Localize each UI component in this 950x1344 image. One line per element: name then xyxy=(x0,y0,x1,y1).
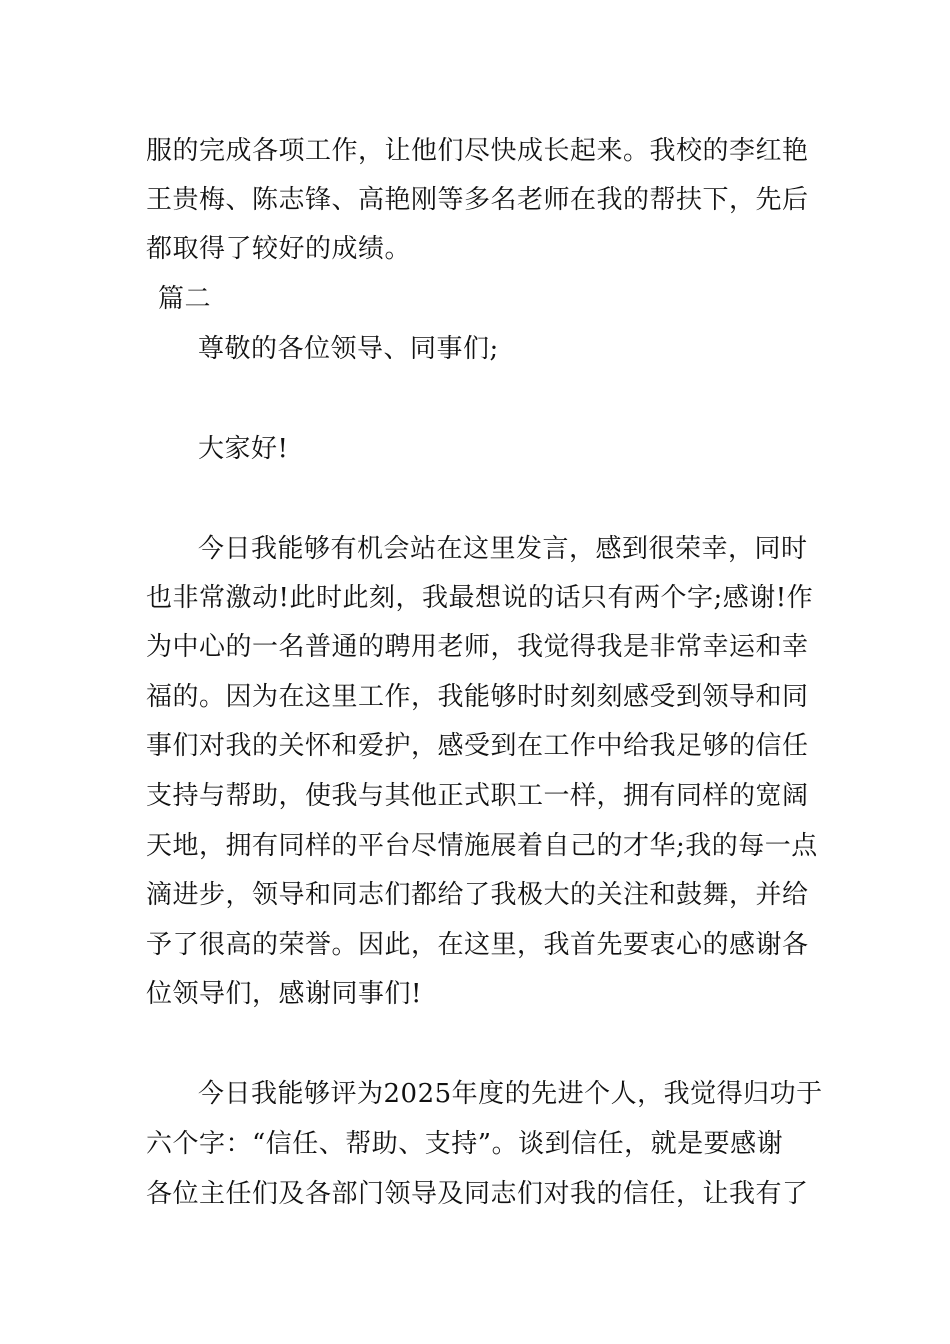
greeting: 大家好! xyxy=(198,434,289,464)
text-line: 今日我能够评为2025年度的先进个人，我觉得归功于 xyxy=(198,1079,823,1109)
section-title: 篇二 xyxy=(158,284,212,314)
salutation: 尊敬的各位领导、同事们; xyxy=(198,334,499,364)
text-line: 为中心的一名普通的聘用老师，我觉得我是非常幸运和幸 xyxy=(146,632,809,662)
text-line: 予了很高的荣誉。因此，在这里，我首先要衷心的感谢各 xyxy=(146,930,809,960)
text-line: 支持与帮助，使我与其他正式职工一样，拥有同样的宽阔 xyxy=(146,781,809,811)
text-line: 服的完成各项工作，让他们尽快成长起来。我校的李红艳 xyxy=(146,136,809,166)
text-line: 六个字：“信任、帮助、支持”。谈到信任，就是要感谢 xyxy=(146,1129,784,1159)
text-line: 事们对我的关怀和爱护，感受到在工作中给我足够的信任 xyxy=(146,731,809,761)
text-line: 滴进步，领导和同志们都给了我极大的关注和鼓舞，并给 xyxy=(146,880,809,910)
text-line: 王贵梅、陈志锋、高艳刚等多名老师在我的帮扶下，先后 xyxy=(146,185,809,215)
text-line: 位领导们，感谢同事们! xyxy=(146,979,422,1009)
text-line: 也非常激动!此时此刻，我最想说的话只有两个字;感谢!作 xyxy=(146,583,814,613)
text-line: 福的。因为在这里工作，我能够时时刻刻感受到领导和同 xyxy=(146,682,809,712)
text-line: 各位主任们及各部门领导及同志们对我的信任，让我有了 xyxy=(146,1179,809,1209)
text-line: 都取得了较好的成绩。 xyxy=(146,234,412,264)
text-line: 天地，拥有同样的平台尽情施展着自己的才华;我的每一点 xyxy=(146,831,818,861)
text-line: 今日我能够有机会站在这里发言，感到很荣幸，同时 xyxy=(198,534,808,564)
